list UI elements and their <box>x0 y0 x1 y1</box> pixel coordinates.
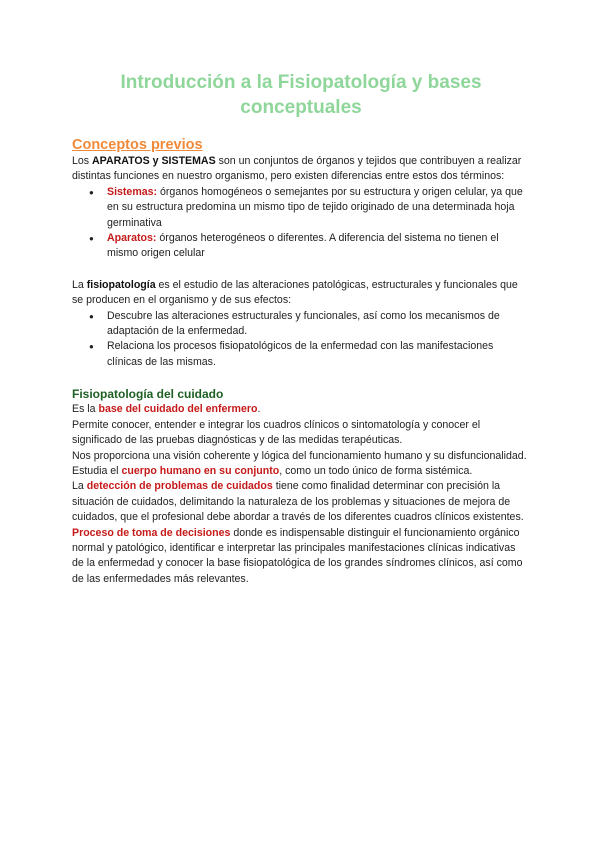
document-page <box>72 70 530 587</box>
paragraph <box>72 464 530 479</box>
text: . <box>257 403 261 416</box>
term-sistemas: Sistemas: <box>107 185 158 198</box>
intro-paragraph <box>72 154 530 185</box>
text: órganos heterogéneos o diferentes. A diferencia del sistema no tienen el mismo origen celular <box>107 232 499 260</box>
fisiopatologia-list <box>72 309 530 371</box>
paragraph: Permite conocer, entender e integrar los cuadros clínicos o sintomatología y conocer el significado de las pruebas diagnósticas y de las medidas terapéuticas. <box>72 418 481 447</box>
list-item: ● Relaciona los procesos fisiopatológicos de la enfermedad con las manifestaciones clínicas de las mismas. <box>107 339 530 370</box>
fisiopatologia-paragraph <box>72 278 530 309</box>
text: tiene como finalidad determinar con precisión la situación de cuidados, delimitando la naturaleza de los problemas y situaciones de mejora de cuidados, que el profesional debe abordar a través de los diferentes cuadros clínicos existentes. <box>72 480 524 524</box>
list-item-aparatos <box>107 231 530 262</box>
text: Estudia el <box>72 464 122 477</box>
highlight: base del cuidado del enfermero <box>98 403 258 416</box>
highlight: cuerpo humano en su conjunto <box>121 464 280 477</box>
section-heading-fisiopatologia-cuidado: Fisiopatología del cuidado <box>72 387 224 402</box>
text: son un conjuntos de órganos y tejidos que contribuyen a realizar distintas funciones en nuestro organismo, pero existen diferencias entre estos dos términos: <box>72 155 522 183</box>
text: La <box>72 278 87 291</box>
term-aparatos: Aparatos: <box>107 232 157 245</box>
text: Es la <box>72 403 99 416</box>
paragraph: Nos proporciona una visión coherente y lógica del funcionamiento humano y su disfuncionalidad. <box>72 449 527 462</box>
page-title: Introducción a la Fisiopatología y bases conceptuales <box>120 72 482 118</box>
section-heading-conceptos-previos: Conceptos previos <box>72 137 203 153</box>
bold-term: fisiopatología <box>86 278 156 291</box>
highlight: detección de problemas de cuidados <box>86 480 273 493</box>
text: Los <box>72 155 93 167</box>
text: órganos homogéneos o semejantes por su estructura y origen celular, ya que en su estructura predomina un mismo tipo de tejido originado de una determinada hoja germinativa <box>107 185 523 229</box>
list-item: ● Descubre las alteraciones estructurales y funcionales, así como los mecanismos de adaptación de la enfermedad. <box>107 309 530 340</box>
text: , como un todo único de forma sistémica. <box>279 464 473 477</box>
definitions-list <box>72 185 530 262</box>
highlight: Proceso de toma de decisiones <box>72 526 231 539</box>
text: donde es indispensable distinguir el funcionamiento orgánico normal y patológico, identificar e interpretar las principales manifestaciones clínicas indicativas de la enfermedad y conocer la base fisiopatológica de los grandes síndromes clínicos, así como de las enfermedades más relevantes. <box>72 526 523 585</box>
bold-term: APARATOS y SISTEMAS <box>92 155 216 167</box>
text: es el estudio de las alteraciones patológicas, estructurales y funcionales que se producen en el organismo y de sus efectos: <box>72 278 518 307</box>
paragraph <box>72 479 530 587</box>
text: La <box>72 480 87 493</box>
list-item-sistemas <box>107 185 530 231</box>
paragraph <box>72 402 530 417</box>
